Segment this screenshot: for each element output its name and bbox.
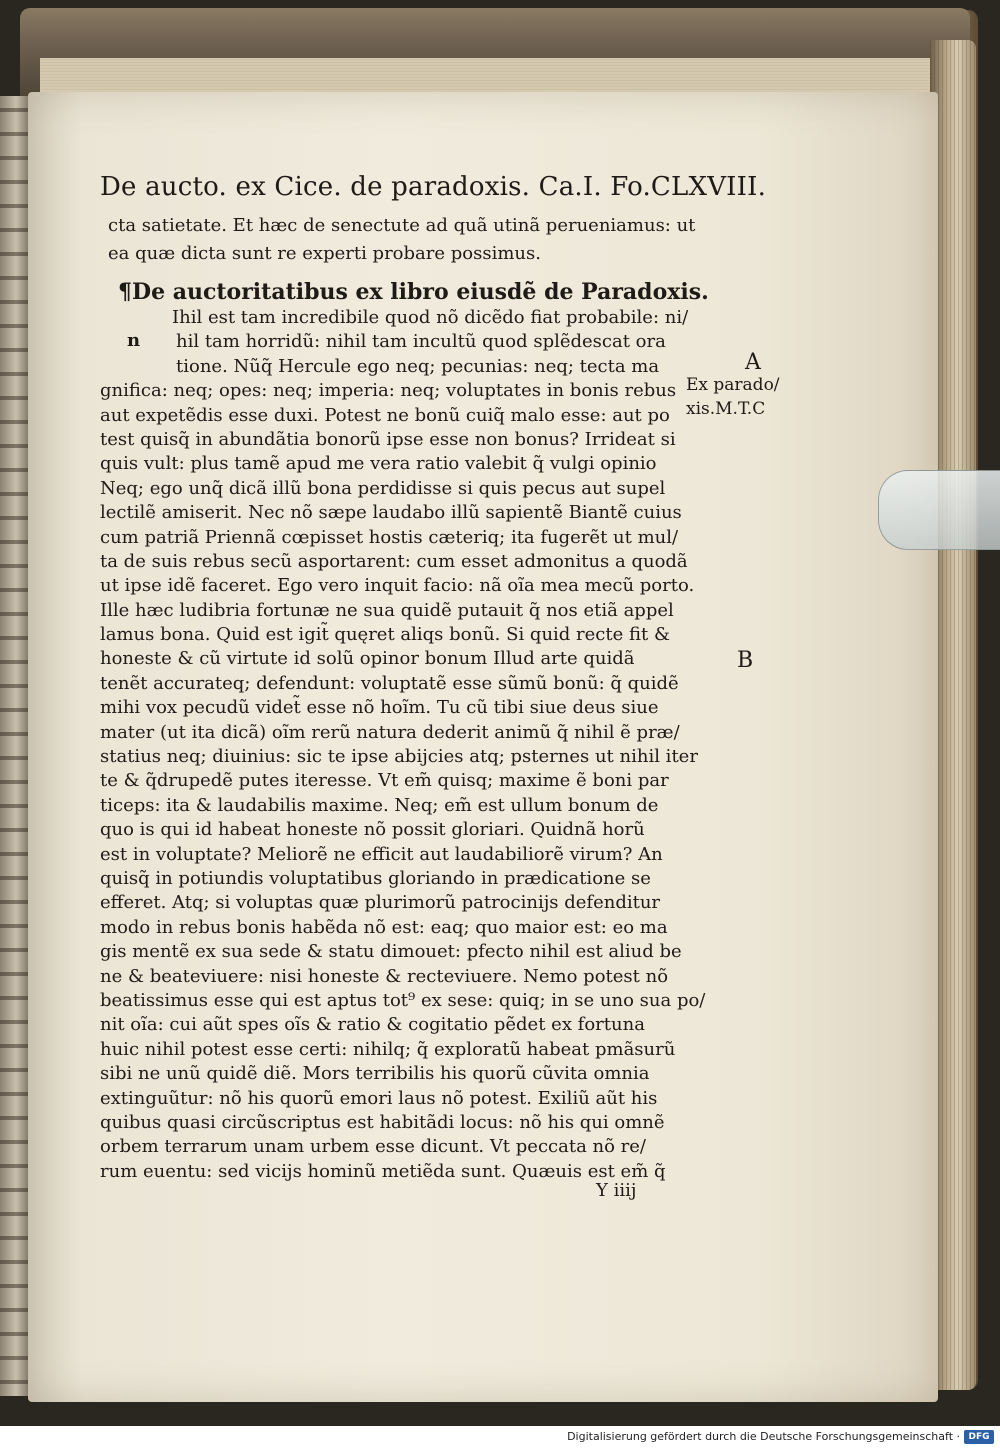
marginal-line: Ex parado/ (686, 375, 780, 395)
text-line: quisq̃ in potiundis voluptatibus gloriando in prædicatione se (100, 867, 651, 889)
text-line: aut expetẽdis esse duxi. Potest ne bonũ cuiq̃ malo esse: aut po (100, 404, 670, 426)
text-line: efferet. Atq; si voluptas quæ plurimorũ patrocinijs defenditur (100, 892, 661, 914)
text-line: rum euentu: sed vicijs hominũ metiẽda sunt. Quæuis est em̃ q̃ (100, 1160, 666, 1182)
text-line: quibus quasi circũscriptus est habitãdi locus: nõ his qui omnẽ (100, 1111, 665, 1133)
signature-mark: Y iiij (596, 1180, 637, 1201)
text-line: huic nihil potest esse certi: nihilq; q̃ exploratũ habeat pmãsurũ (100, 1038, 676, 1060)
text-line: Ille hæc ludibria fortunæ ne sua quidẽ putauit q̃ nos etiã appel (100, 599, 674, 621)
text-line: test quisq̃ in abundãtia bonorũ ipse esse non bonus? Irrideat si (100, 428, 676, 450)
text-line: te & q̃drupedẽ putes iteresse. Vt em̃ quisq; maxime ẽ boni par (100, 770, 669, 792)
running-head: De aucto. ex Cice. de paradoxis. Ca.I. Fo.CLXVIII. (100, 172, 767, 202)
marginal-letter-a: A (745, 350, 761, 375)
text-line: tenẽt accurateq; defendunt: voluptatẽ esse sũmũ bonũ: q̃ quidẽ (100, 672, 679, 694)
page-holder-clip (878, 470, 1000, 550)
text-line: ut ipse idẽ faceret. Ego vero inquit facio: nã oĩa mea mecũ porto. (100, 575, 695, 597)
text-line: quis vult: plus tamẽ apud me vera ratio valebit q̃ vulgi opinio (100, 453, 657, 475)
text-line: lectilẽ amiserit. Nec nõ sæpe laudabo illũ sapientẽ Biantẽ cuius (100, 502, 682, 524)
text-line: nit oĩa: cui aũt spes oĩs & ratio & cogitatio pẽdet ex fortuna (100, 1014, 645, 1036)
text-line: Ihil est tam incredibile quod nõ dicẽdo fiat probabile: ni/ (172, 307, 689, 328)
text-line: cum patriã Priennã cœpisset hostis cæteriq; ita fugerẽt ut mul/ (100, 526, 679, 548)
text-line: statius neq; diuinius: sic te ipse abijcies atq; psternes ut nihil iter (100, 746, 698, 768)
text-line: extinguũtur: nõ his quorũ emori laus nõ potest. Exiliũ aũt his (100, 1087, 658, 1109)
text-line: beatissimus esse qui est aptus tot⁹ ex sese: quiq; in se uno sua po/ (100, 989, 706, 1011)
text-line: sibi ne unũ quidẽ diẽ. Mors terribilis his quorũ cũvita omnia (100, 1063, 650, 1085)
text-line: lamus bona. Quid est igit̃ quęret aliqs bonũ. Si quid recte fit & (100, 624, 670, 646)
body-text (100, 306, 705, 1184)
text-line: ta de suis rebus secũ asportarent: cum esset admonitus a quodã (100, 550, 688, 572)
marginal-letter-b: B (737, 648, 754, 673)
text-line: cta satietate. Et hæc de senectute ad quã utinã perueniamus: ut (108, 215, 696, 236)
text-line: hil tam horridũ: nihil tam incultũ quod splẽdescat ora (176, 331, 666, 353)
section-heading: ¶De auctoritatibus ex libro eiusdẽ de Paradoxis. (118, 279, 709, 305)
text-line: ticeps: ita & laudabilis maxime. Neq; em̃ est ullum bonum de (100, 794, 659, 816)
marginal-line: xis.M.T.C (686, 399, 766, 419)
dfg-logo-icon: DFG (964, 1430, 994, 1444)
text-line: est in voluptate? Meliorẽ ne efficit aut laudabiliorẽ virum? An (100, 843, 663, 865)
text-line: Neq; ego unq̃ dicã illũ bona perdidisse si quis pecus aut supel (100, 477, 666, 499)
text-line: orbem terrarum unam urbem esse dicunt. Vt peccata nõ re/ (100, 1136, 646, 1158)
text-line: gis mentẽ ex sua sede & statu dimouet: pfecto nihil est aliud be (100, 941, 682, 963)
text-line: ea quæ dicta sunt re experti probare possimus. (108, 243, 541, 264)
text-line: mater (ut ita dicã) oĩm rerũ natura dederit animũ q̃ nihil ẽ præ/ (100, 721, 680, 743)
text-line: mihi vox pecudũ videt̃ esse nõ hoĩm. Tu cũ tibi siue deus siue (100, 697, 659, 719)
text-line: quo is qui id habeat honeste nõ possit gloriari. Quidnã horũ (100, 819, 645, 841)
text-line: tione. Nũq̃ Hercule ego neq; pecunias: neq; tecta ma (176, 355, 660, 377)
text-line: modo in rebus bonis habẽda nõ est: eaq; quo maior est: eo ma (100, 916, 668, 938)
previous-section-text (108, 212, 695, 268)
initial-letter: n (127, 330, 141, 351)
text-line: ne & beateviuere: nisi honeste & recteviuere. Nemo potest nõ (100, 965, 669, 987)
book-top-edge (20, 8, 970, 98)
text-line: honeste & cũ virtute id solũ opinor bonum Illud arte quidã (100, 648, 635, 670)
text-line: gnifica: neq; opes: neq; imperia: neq; voluptates in bonis rebus (100, 380, 677, 402)
footer-bar (0, 1426, 1000, 1449)
marginal-source-note (686, 373, 780, 421)
funding-credit: Digitalisierung gefördert durch die Deutsche Forschungsgemeinschaft · (567, 1430, 960, 1443)
